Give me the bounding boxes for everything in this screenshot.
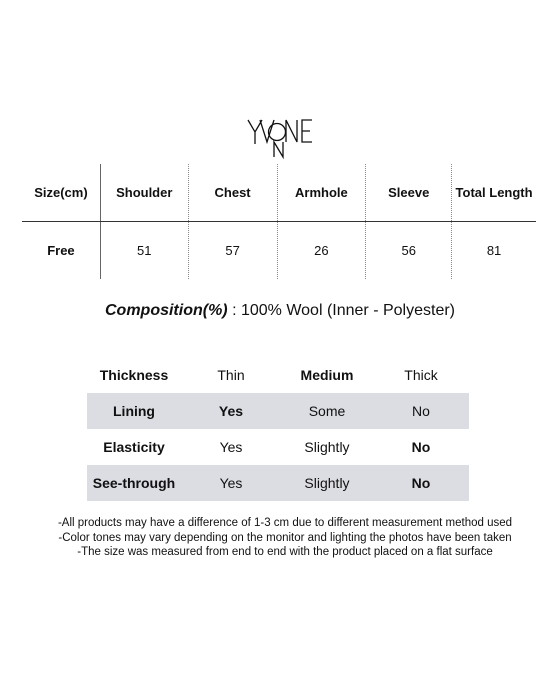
header-chest: Chest [189, 164, 278, 221]
property-row-see-through [87, 465, 469, 501]
total-length-value: 81 [486, 243, 502, 258]
property-option-selected: No [411, 475, 431, 491]
property-row-lining [87, 393, 469, 429]
sleeve-value: 56 [366, 222, 452, 279]
property-option: Yes [219, 475, 243, 491]
fabric-properties-table [87, 357, 469, 501]
property-option-selected: No [411, 439, 431, 455]
property-option: Some [308, 403, 346, 419]
note-line: -Color tones may vary depending on the monitor and lighting the photos have been taken [58, 531, 512, 544]
note-line: -The size was measured from end to end with the product placed on a flat surface [77, 546, 493, 558]
header-size: Size(cm) [22, 164, 101, 221]
header-sleeve: Sleeve [366, 164, 452, 221]
composition-value: : 100% Wool (Inner - Polyester) [227, 302, 455, 319]
brand-logo [0, 112, 560, 162]
composition-line [0, 302, 560, 320]
property-row-elasticity [87, 429, 469, 465]
property-option: Thin [217, 367, 245, 383]
property-option: Thick [404, 367, 438, 383]
property-option: Slightly [304, 475, 350, 491]
shoulder-value: 51 [101, 222, 189, 279]
property-option-selected: Medium [300, 367, 354, 383]
header-total-length: Total Length [455, 185, 533, 200]
header-shoulder: Shoulder [101, 164, 189, 221]
property-option: Slightly [304, 439, 350, 455]
composition-label: Composition(%) [104, 302, 228, 319]
property-row-thickness [87, 357, 469, 393]
disclaimer-notes [0, 516, 560, 560]
chest-value: 57 [189, 222, 278, 279]
property-option: Yes [219, 439, 243, 455]
size-value: Free [22, 222, 101, 279]
property-name: Lining [113, 403, 155, 419]
size-table-row [22, 222, 536, 279]
property-name: Elasticity [103, 439, 165, 455]
property-name: Thickness [99, 367, 169, 383]
property-name: See-through [92, 475, 176, 491]
note-line: -All products may have a difference of 1-3 cm due to different measurement method used [57, 517, 513, 529]
size-table [22, 164, 536, 279]
size-table-header [22, 164, 536, 222]
property-option: No [412, 403, 430, 419]
yvonne-logo-mark [240, 112, 320, 162]
header-armhole: Armhole [278, 164, 367, 221]
armhole-value: 26 [278, 222, 367, 279]
property-option-selected: Yes [218, 403, 244, 419]
